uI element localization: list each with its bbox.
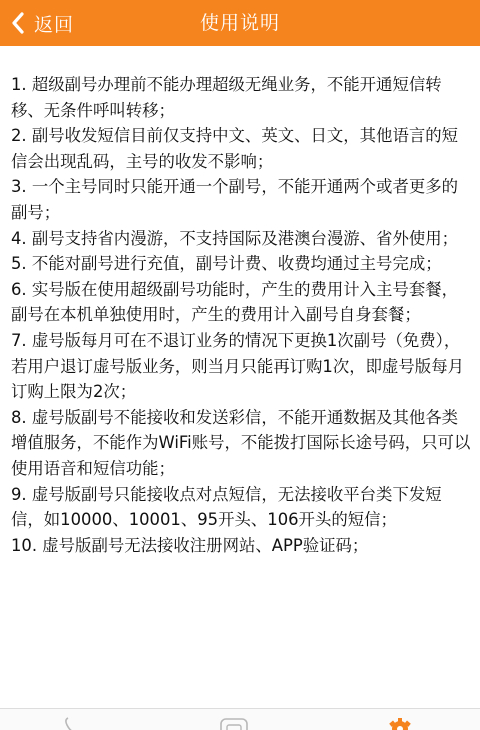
instruction-item: 6. 实号版在使用超级副号功能时，产生的费用计入主号套餐，副号在本机单独使用时，产生的费用计入副号自身套餐； [11,279,459,325]
tab-messages[interactable] [160,709,320,730]
instruction-item: 7. 虚号版每月可在不退订业务的情况下更换1次副号（免费），若用户退订虚号版业务，则当月只能再订购1次，即虚号版每月订购上限为2次； [11,330,464,402]
instruction-item: 8. 虚号版副号不能接收和发送彩信，不能开通数据及其他各类增值服务，不能作为WiFi账号，不能拨打国际长途号码，只可以使用语音和短信功能； [11,407,471,478]
back-label: 返回 [34,13,75,36]
message-icon [220,717,248,730]
instruction-item: 5. 不能对副号进行充值，副号计费、收费均通过主号完成； [11,254,442,274]
instruction-item: 3. 一个主号同时只能开通一个副号，不能开通两个或者更多的副号； [11,177,459,222]
tab-phone[interactable] [0,709,160,730]
page-title: 使用说明 [199,12,280,34]
gear-icon [388,717,412,730]
instruction-item: 4. 副号支持省内漫游，不支持国际及港澳台漫游、省外使用； [11,228,459,248]
phone-icon [64,717,80,730]
instruction-item: 9. 虚号版副号只能接收点对点短信，无法接收平台类下发短信，如10000、10001、95开头、106开头的短信； [11,484,442,530]
chevron-left-icon [11,12,25,34]
back-button[interactable] [0,0,100,46]
instruction-item: 10. 虚号版副号无法接收注册网站、APP验证码； [11,535,369,555]
instructions-list [11,72,473,558]
navigation-bar [0,0,480,46]
instruction-item: 1. 超级副号办理前不能办理超级无绳业务，不能开通短信转移、无条件呼叫转移； [11,75,442,120]
tab-bar [0,708,480,730]
instruction-item: 2. 副号收发短信目前仅支持中文、英文、日文，其他语言的短信会出现乱码，主号的收发不影响； [11,126,459,171]
tab-settings[interactable] [320,709,480,730]
